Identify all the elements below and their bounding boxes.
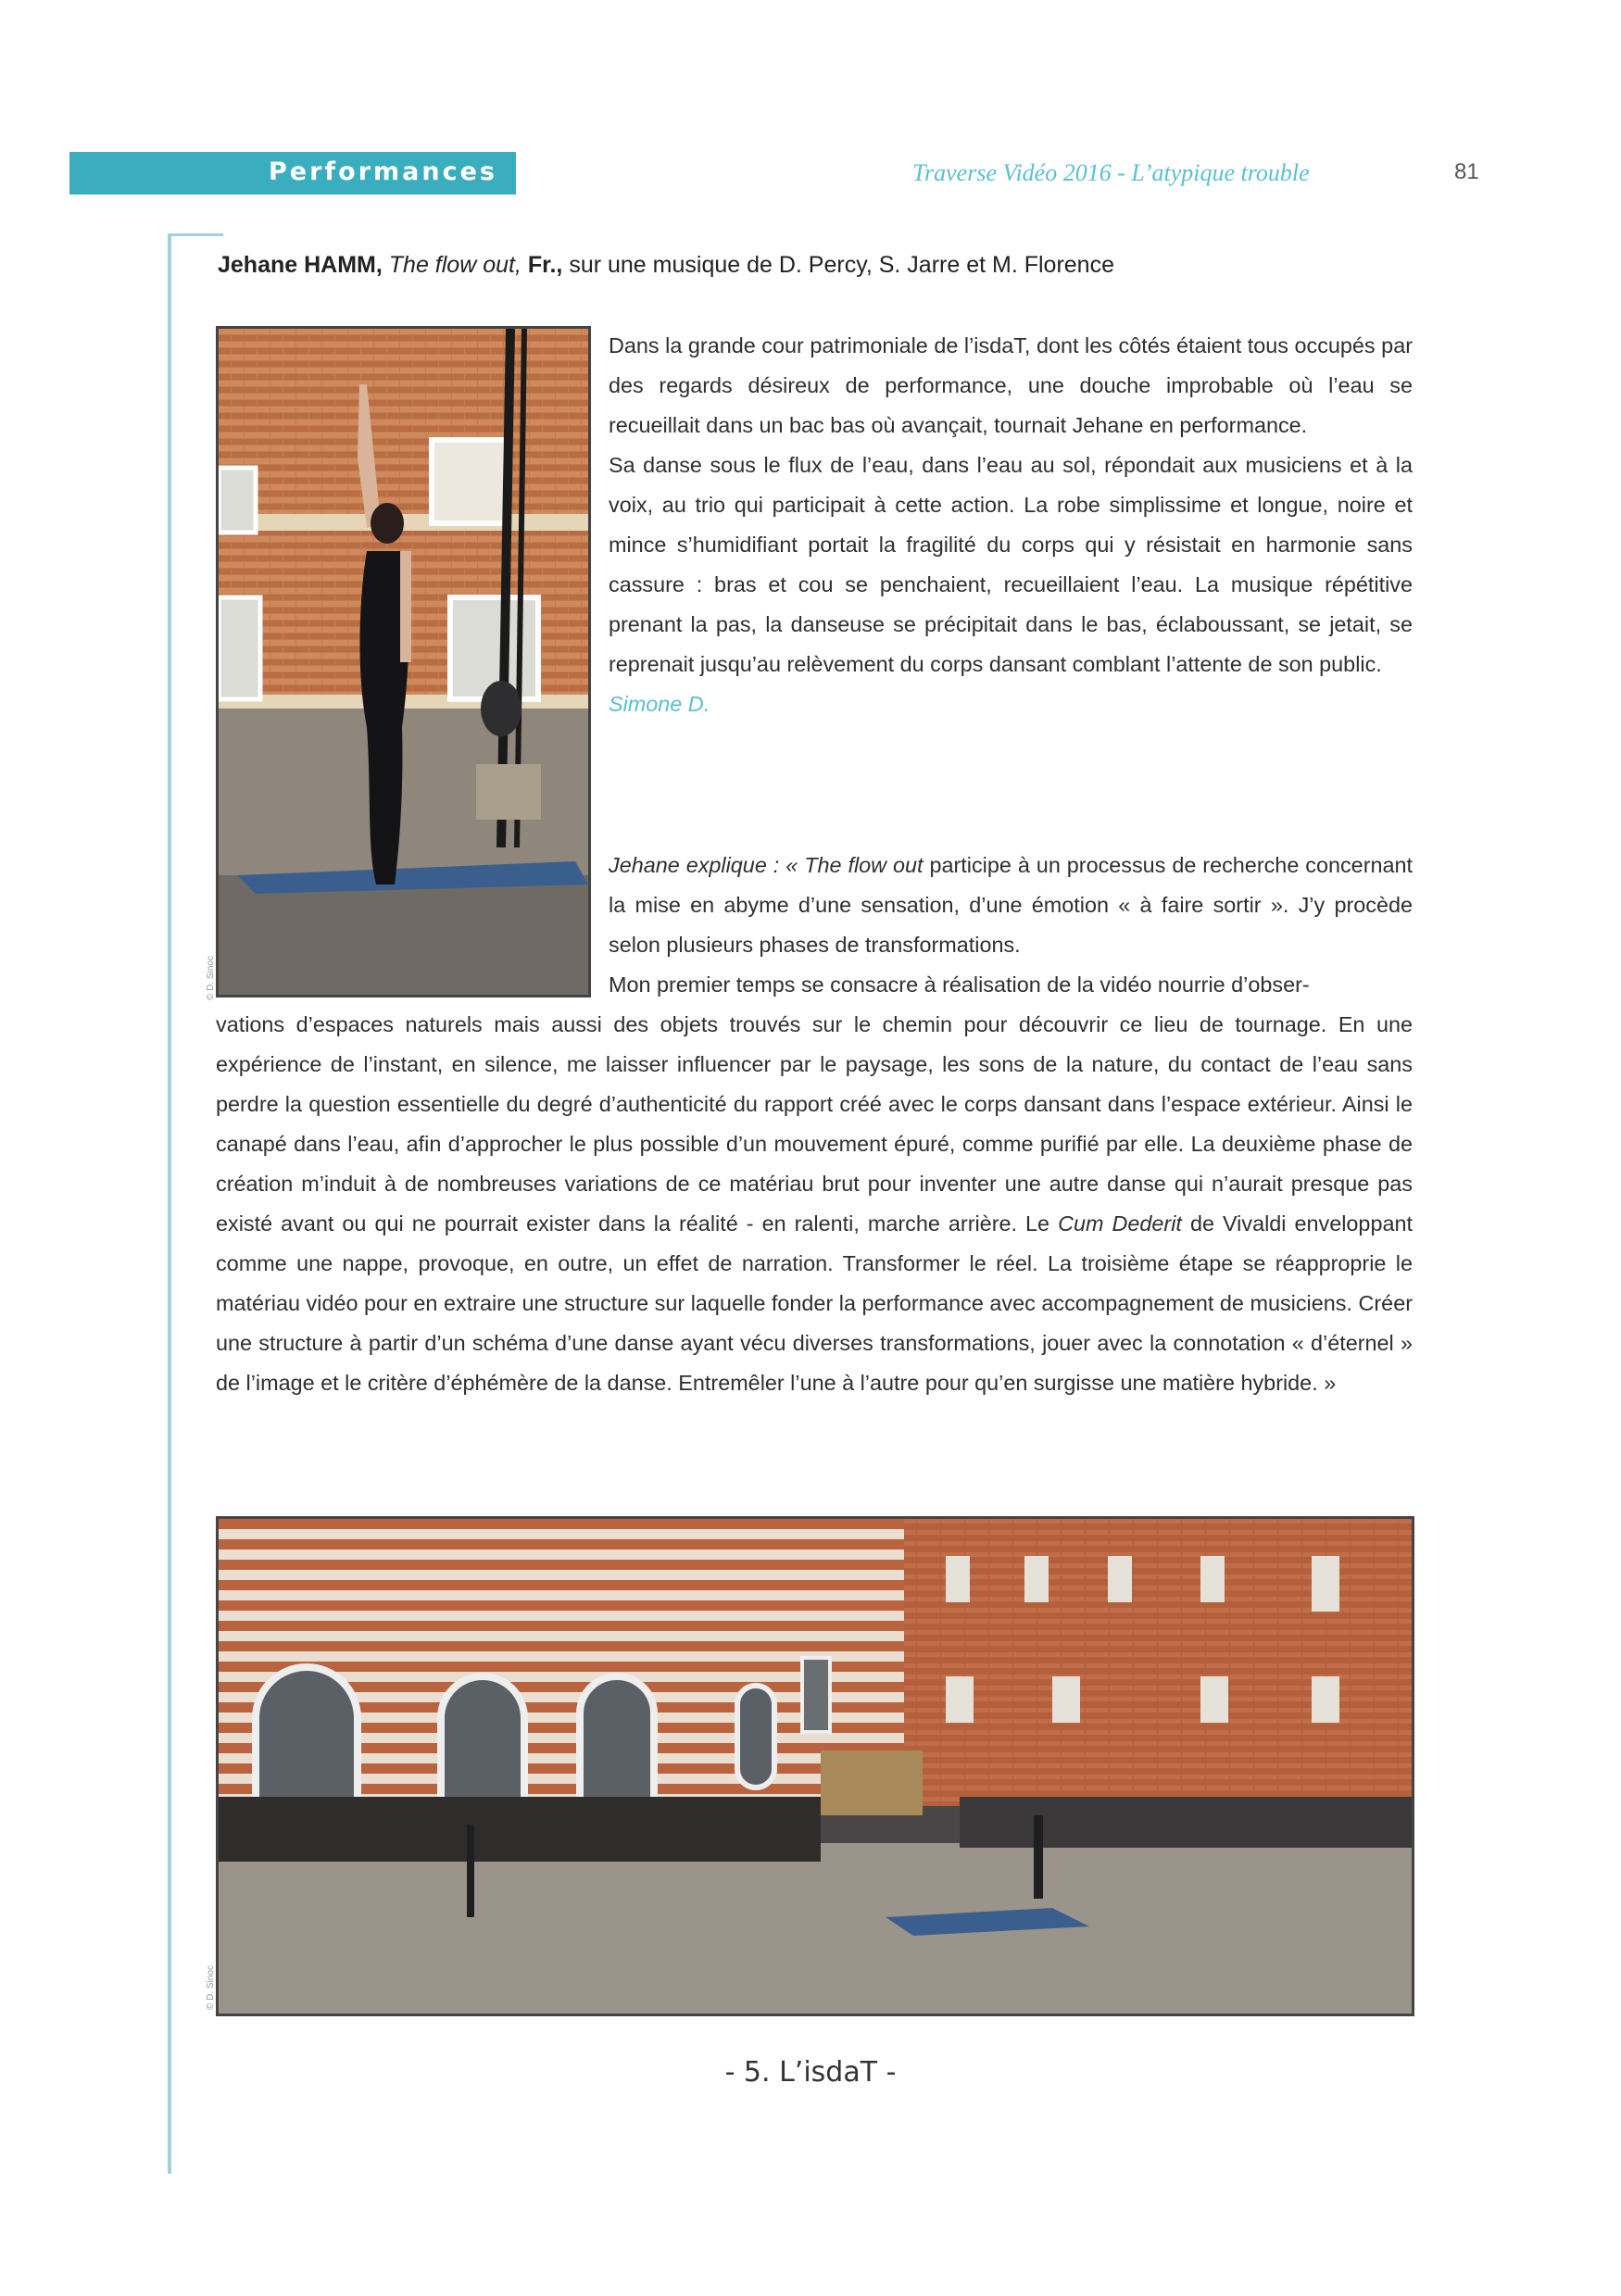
courtyard-photo — [216, 1516, 1414, 2016]
music-title-inline: Cum Dederit — [1058, 1211, 1182, 1236]
photo-credit: © D. Sinoc — [206, 1965, 216, 2010]
country: Fr., — [527, 252, 563, 278]
explanation-lead: Jehane explique : « — [609, 853, 805, 877]
artist-name: Jehane HAMM, — [218, 252, 383, 278]
explanation-text — [609, 846, 1413, 1005]
music-credit: sur une musique de D. Percy, S. Jarre et M. Florence — [569, 252, 1114, 278]
intro-text — [609, 326, 1413, 724]
running-title: Traverse Vidéo 2016 - L’atypique trouble — [912, 159, 1310, 186]
article-title — [218, 252, 1114, 279]
margin-rule-top — [168, 233, 223, 236]
explanation-part: participe à un processus de recherche concernant la mise en abyme d’une sensation, d’une émotion « à faire sortir ». J’y procède selon plusieurs phases de transformations. — [609, 853, 1414, 957]
dancer-photo-illustration — [219, 329, 588, 995]
page-number: 81 — [1454, 159, 1479, 184]
chapter-footer: - 5. L’isdaT - — [724, 2056, 897, 2089]
signature: Simone D. — [609, 692, 710, 716]
explanation-continuation — [216, 1005, 1413, 1403]
section-label: Performances — [269, 157, 497, 186]
continuation-part: de Vivaldi enveloppant comme une nappe, provoque, en outre, un effet de narration. Transformer le réel. La troisième étape se réapproprie le matériau vidéo pour en extraire une structure sur laquelle fonder la performance avec accompagnement de musiciens. Créer une structure à partir d’un schéma d’une danse ayant vécu diverses transformations, jouer avec la connotation « d’éternel » de l’image et le critère d’éphémère de la danse. Entremêler l’une à l’autre pour qu’en surgisse une matière hybride. » — [216, 1211, 1413, 1395]
work-title: The flow out, — [388, 252, 521, 278]
dancer-photo — [216, 326, 591, 997]
work-title-inline: The flow out — [804, 853, 924, 877]
photo-credit: © D. Sinoc — [206, 956, 216, 1000]
intro-paragraph: Sa danse sous le flux de l’eau, dans l’eau au sol, répondait aux musiciens et à la voix, au trio qui participait à cette action. La robe simplissime et longue, noire et mince s’humidifiant portait la fragilité du corps qui y résistait en harmonie sans cassure : bras et cou se penchaient, recueillaient l’eau. La musique répétitive prenant la pas, la danseuse se précipitait dans le bas, éclaboussant, se jetait, se reprenait jusqu’au relèvement du corps dansant comblant l’attente de son public. — [609, 453, 1413, 676]
explanation-paragraph — [609, 846, 1413, 965]
explanation-part: Mon premier temps se consacre à réalisation de la vidéo nourrie d’obser- — [609, 972, 1310, 997]
margin-rule — [168, 233, 171, 2174]
intro-paragraph: Dans la grande cour patrimoniale de l’isdaT, dont les côtés étaient tous occupés par des regards désireux de performance, une douche improbable où l’eau se recueillait dans un bac bas où avançait, tournait Jehane en performance. — [609, 333, 1413, 437]
courtyard-photo-illustration — [219, 1519, 1412, 2014]
continuation-part: vations d’espaces naturels mais aussi des objets trouvés sur le chemin pour découvrir ce lieu de tournage. En une expérience de l’instant, en silence, me laisser influencer par le paysage, les sons de la nature, du contact de l’eau sans perdre la question essentielle du degré d’authenticité du rapport créé avec le corps dansant dans l’espace extérieur. Ainsi le canapé dans l’eau, afin d’approcher le plus possible d’un mouvement épuré, comme purifié par elle. La deuxième phase de création m’induit à de nombreuses variations de ce matériau brut pour inventer une autre danse qui n’aurait presque pas existé avant ou qui ne pourrait exister dans la réalité - en ralenti, marche arrière. Le — [216, 1012, 1413, 1236]
